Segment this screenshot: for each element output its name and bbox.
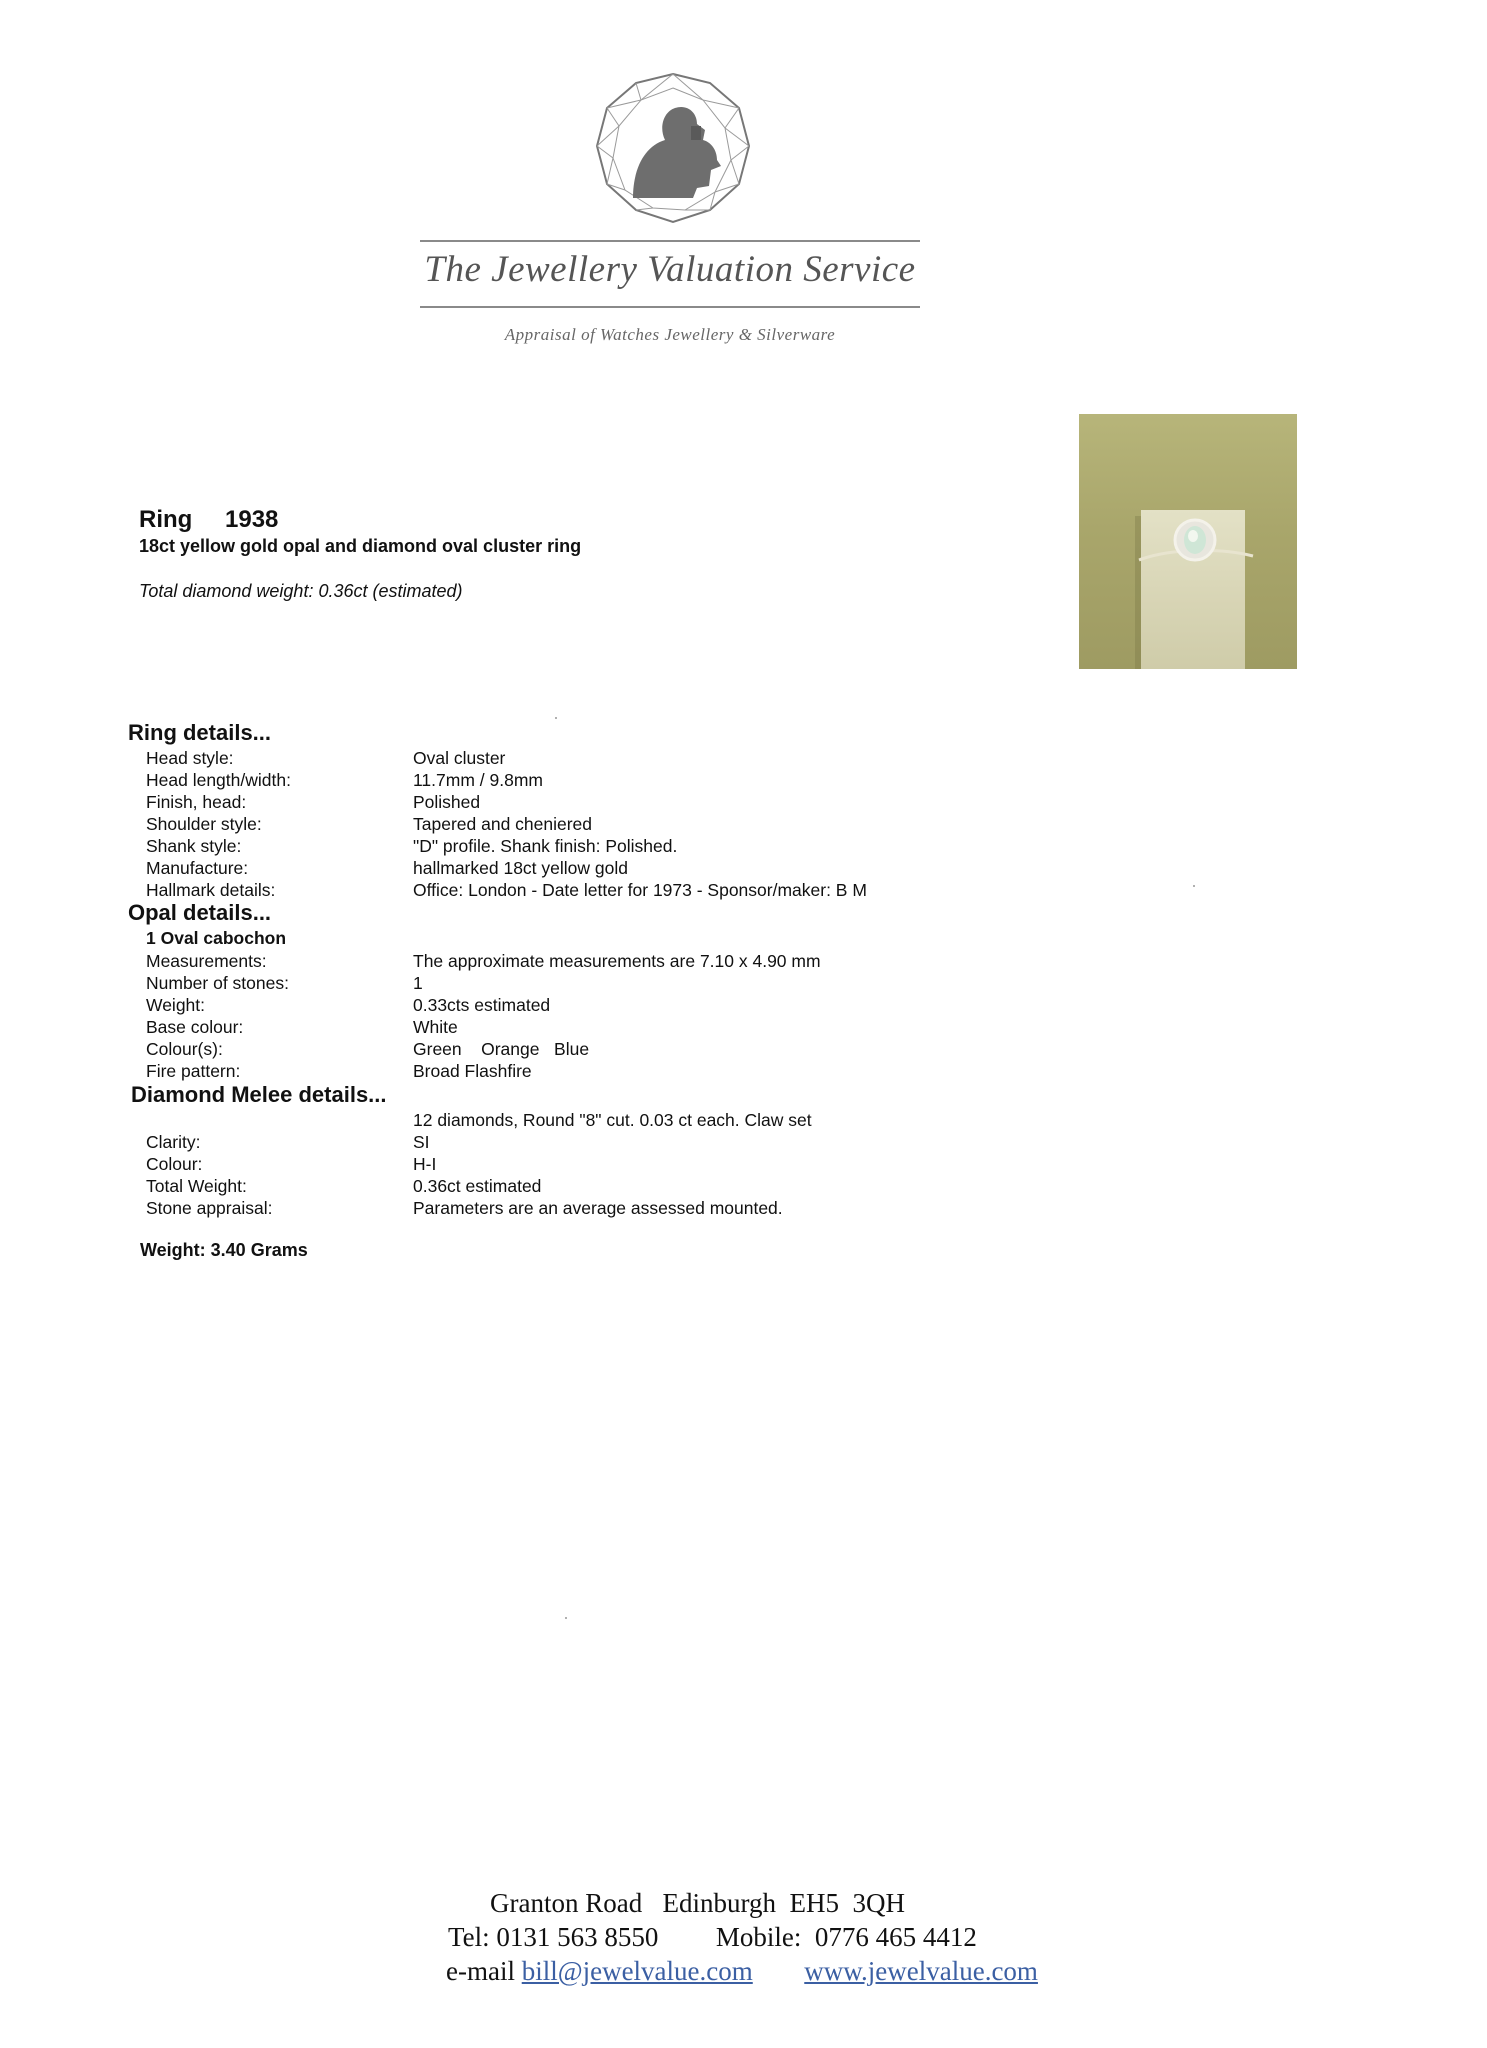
logo-rule-bottom xyxy=(420,306,920,308)
ring-detail-value: Polished xyxy=(413,792,481,812)
opal-detail-value: Broad Flashfire xyxy=(413,1061,532,1081)
diamond-detail-value: H-I xyxy=(413,1154,437,1174)
brand-subtitle: Appraisal of Watches Jewellery & Silverware xyxy=(504,325,836,344)
diamond-detail-value: SI xyxy=(413,1132,430,1152)
footer-mobile: Mobile: 0776 465 4412 xyxy=(715,1922,977,1952)
ring-photo xyxy=(1079,414,1297,669)
ring-detail-value: Oval cluster xyxy=(413,748,506,768)
item-number: 1938 xyxy=(225,506,279,533)
ring-detail-value: "D" profile. Shank finish: Polished. xyxy=(413,836,678,856)
ring-detail-label: Head length/width: xyxy=(146,770,291,790)
scan-speck xyxy=(555,717,557,719)
opal-detail-label: Base colour: xyxy=(146,1017,244,1037)
opal-detail-value: 1 xyxy=(413,973,423,993)
opal-detail-label: Number of stones: xyxy=(146,973,289,993)
item-diamond-weight: Total diamond weight: 0.36ct (estimated) xyxy=(139,581,463,601)
opal-detail-value: 0.33cts estimated xyxy=(413,995,551,1015)
diamond-summary: 12 diamonds, Round "8" cut. 0.03 ct each. Claw set xyxy=(413,1110,812,1130)
footer-address: Granton Road Edinburgh EH5 3QH xyxy=(490,1888,905,1918)
opal-detail-value: The approximate measurements are 7.10 x 4.90 mm xyxy=(413,951,821,971)
ring-detail-value: hallmarked 18ct yellow gold xyxy=(413,858,628,878)
logo-rule-top xyxy=(420,240,920,242)
diamond-detail-value: Parameters are an average assessed mounted. xyxy=(413,1198,783,1218)
item-description: 18ct yellow gold opal and diamond oval cluster ring xyxy=(139,536,582,556)
ring-detail-label: Head style: xyxy=(146,748,234,768)
footer-contact-line xyxy=(446,1956,1206,1987)
opal-details-heading: Opal details... xyxy=(128,900,272,925)
ring-detail-value: Tapered and cheniered xyxy=(413,814,593,834)
ring-detail-value: Office: London - Date letter for 1973 - Sponsor/maker: B M xyxy=(413,880,867,900)
footer-email-label: e-mail xyxy=(446,1956,515,1986)
ring-detail-label: Shoulder style: xyxy=(146,814,262,834)
ring-details-heading: Ring details... xyxy=(128,720,272,745)
opal-detail-value: Green Orange Blue xyxy=(413,1039,590,1059)
footer-email-link[interactable]: bill@jewelvalue.com xyxy=(521,1956,753,1986)
diamond-detail-label: Colour: xyxy=(146,1154,203,1174)
diamond-detail-label: Stone appraisal: xyxy=(146,1198,273,1218)
ring-detail-value: 11.7mm / 9.8mm xyxy=(413,770,543,790)
opal-detail-value: White xyxy=(413,1017,458,1037)
opal-detail-label: Fire pattern: xyxy=(146,1061,241,1081)
brand-title: The Jewellery Valuation Service xyxy=(424,249,916,290)
ring-detail-label: Shank style: xyxy=(146,836,242,856)
opal-detail-label: Weight: xyxy=(146,995,206,1015)
diamond-detail-label: Clarity: xyxy=(146,1132,201,1152)
scan-speck xyxy=(1193,885,1195,887)
ring-detail-label: Hallmark details: xyxy=(146,880,276,900)
footer-tel: Tel: 0131 563 8550 xyxy=(448,1922,659,1952)
diamond-detail-label: Total Weight: xyxy=(146,1176,247,1196)
opal-detail-label: Colour(s): xyxy=(146,1039,223,1059)
opal-detail-label: Measurements: xyxy=(146,951,267,971)
footer-phone-line xyxy=(448,1922,1208,1953)
footer-website-link[interactable]: www.jewelvalue.com xyxy=(804,1956,1038,1986)
diamond-detail-value: 0.36ct estimated xyxy=(413,1176,542,1196)
diamond-details-heading: Diamond Melee details... xyxy=(131,1082,387,1107)
ring-detail-label: Manufacture: xyxy=(146,858,249,878)
company-logo-emblem xyxy=(593,70,753,230)
scan-speck xyxy=(565,1617,567,1619)
item-name: Ring xyxy=(139,506,193,533)
ring-detail-label: Finish, head: xyxy=(146,792,247,812)
total-weight: Weight: 3.40 Grams xyxy=(140,1240,308,1260)
opal-subheading: 1 Oval cabochon xyxy=(146,928,287,948)
